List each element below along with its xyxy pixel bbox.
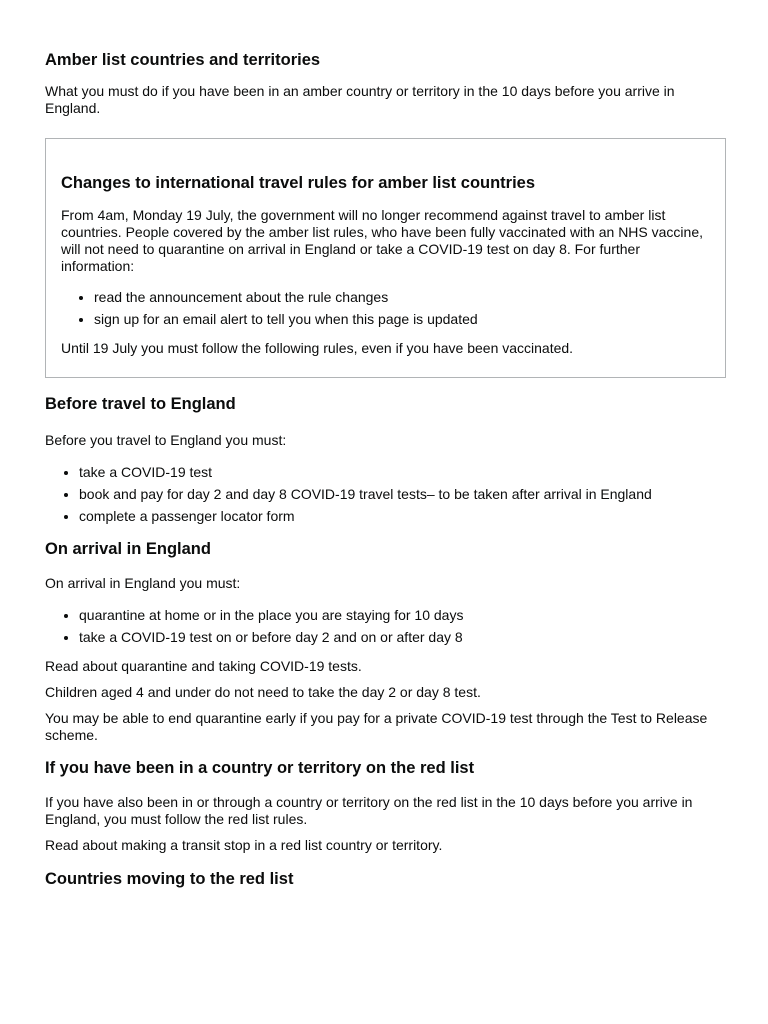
on-arrival-heading: On arrival in England	[45, 540, 211, 558]
before-travel-list	[45, 464, 730, 525]
on-arrival-intro: On arrival in England you must:	[45, 575, 241, 591]
callout-list	[61, 289, 710, 328]
red-list-heading: If you have been in a country or territory on the red list	[45, 759, 475, 777]
list-item: • take a COVID-19 test	[79, 464, 730, 481]
list-item: • quarantine at home or in the place you are staying for 10 days	[79, 607, 730, 624]
amber-intro: What you must do if you have been in an amber country or territory in the 10 days before you arrive in England.	[45, 83, 675, 116]
callout-footer: Until 19 July you must follow the following rules, even if you have been vaccinated.	[61, 340, 574, 356]
red-list-para: If you have also been in or through a country or territory on the red list in the 10 days before you arrive in England, you must follow the red list rules.	[45, 794, 693, 827]
list-item: • take a COVID-19 test on or before day 2 and on or after day 8	[79, 629, 730, 646]
callout-heading: Changes to international travel rules for amber list countries	[61, 174, 536, 192]
email-alert-link[interactable]: • sign up for an email alert to tell you when this page is updated	[94, 311, 710, 328]
document-page	[45, 50, 730, 889]
on-arrival-list	[45, 607, 730, 646]
test-to-release-para: You may be able to end quarantine early if you pay for a private COVID-19 test through the Test to Release scheme.	[45, 710, 708, 743]
moving-heading: Countries moving to the red list	[45, 870, 294, 888]
children-note: Children aged 4 and under do not need to take the day 2 or day 8 test.	[45, 684, 481, 700]
list-item[interactable]: • complete a passenger locator form	[79, 508, 730, 525]
travel-rules-callout	[45, 138, 726, 378]
before-travel-intro: Before you travel to England you must:	[45, 432, 287, 448]
announcement-link[interactable]: • read the announcement about the rule changes	[94, 289, 710, 306]
callout-body: From 4am, Monday 19 July, the government will no longer recommend against travel to amber list countries. People covered by the amber list rules, who have been fully vaccinated with an NHS vaccine, will not need to quarantine on arrival in England or take a COVID-19 test on day 8. For further information:	[61, 207, 704, 274]
transit-stop-link[interactable]: Read about making a transit stop in a red list country or territory.	[45, 837, 443, 853]
quarantine-tests-link[interactable]: Read about quarantine and taking COVID-19 tests.	[45, 658, 362, 674]
list-item: • book and pay for day 2 and day 8 COVID-19 travel tests– to be taken after arrival in England	[79, 486, 730, 503]
before-travel-heading: Before travel to England	[45, 395, 236, 413]
amber-heading: Amber list countries and territories	[45, 51, 321, 69]
